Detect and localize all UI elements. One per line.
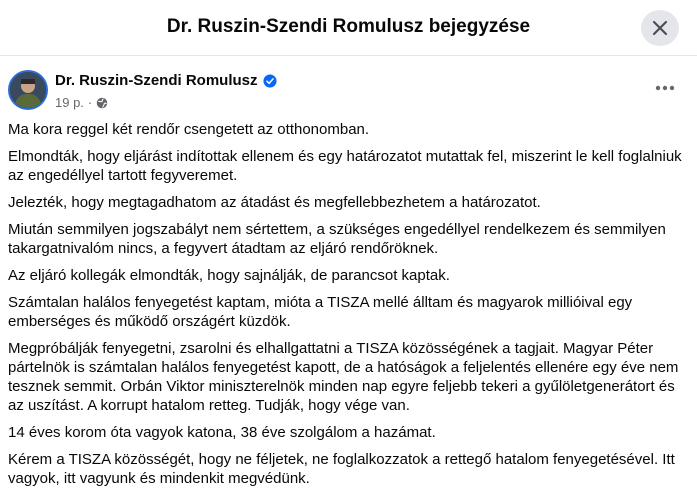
post-paragraph: Miután semmilyen jogszabályt nem sértettem, a szükséges engedéllyel rendelkezem és semmilyen takargatnivalóm nincs, a fegyvert átadtam az eljáró rendőröknek. bbox=[8, 221, 666, 257]
post-paragraph: Megpróbálják fenyegetni, zsarolni és elhallgattatni a TISZA közösségének a tagjait. Magyar Péter pártelnök is számtalan halálos fenyegetést kapott, de a hatóságok a feljelentés ellenére egy éve nem tesznek semmit. Orbán Viktor miniszterelnök minden nap egyre feljebb tekeri a gyűlöletgenerátort és az uszítást. A korrupt hatalom retteg. Tudják, hogy vége van. bbox=[8, 340, 679, 414]
post-paragraph: Elmondták, hogy eljárást indítottak ellenem és egy határozatot mutattak fel, miszerint le kell foglalniuk az engedéllyel tartott fegyveremet. bbox=[8, 148, 682, 184]
avatar[interactable] bbox=[8, 70, 48, 110]
post-body bbox=[8, 120, 690, 496]
more-options-button[interactable] bbox=[653, 78, 677, 98]
post-paragraph: 14 éves korom óta vagyok katona, 38 éve szolgálom a hazámat. bbox=[8, 424, 436, 441]
post-paragraph: Kérem a TISZA közösségét, hogy ne féljetek, ne foglalkozzatok a rettegő hatalom fenyegetésével. Itt vagyok, itt vagyunk és mindenkit megvédünk. bbox=[8, 451, 675, 487]
post-meta bbox=[55, 95, 108, 110]
post-paragraph: Jelezték, hogy megtagadhatom az átadást és megfellebbezhetem a határozatot. bbox=[8, 194, 541, 211]
post-paragraph: Ma kora reggel két rendőr csengetett az otthonomban. bbox=[8, 121, 370, 138]
close-button[interactable] bbox=[641, 10, 679, 46]
dialog-header bbox=[0, 0, 697, 56]
post-paragraph: Számtalan halálos fenyegetést kaptam, mióta a TISZA mellé álltam és magyarok millióival egy emberséges és működő országért küzdök. bbox=[8, 294, 633, 330]
post-paragraph: Az eljáró kollegák elmondták, hogy sajnálják, de parancsot kaptak. bbox=[8, 267, 450, 284]
close-icon bbox=[652, 20, 668, 36]
more-options-icon bbox=[655, 85, 675, 91]
post-timestamp[interactable]: 19 p. bbox=[55, 95, 84, 110]
dialog-title: Dr. Ruszin-Szendi Romulusz bejegyzése bbox=[166, 16, 531, 37]
meta-separator: · bbox=[87, 95, 93, 110]
globe-icon[interactable] bbox=[96, 97, 108, 109]
author-name-text[interactable]: Dr. Ruszin-Szendi Romulusz bbox=[55, 72, 258, 89]
post-header bbox=[8, 70, 688, 114]
author-name[interactable] bbox=[55, 72, 277, 89]
verified-badge-icon bbox=[263, 74, 277, 88]
